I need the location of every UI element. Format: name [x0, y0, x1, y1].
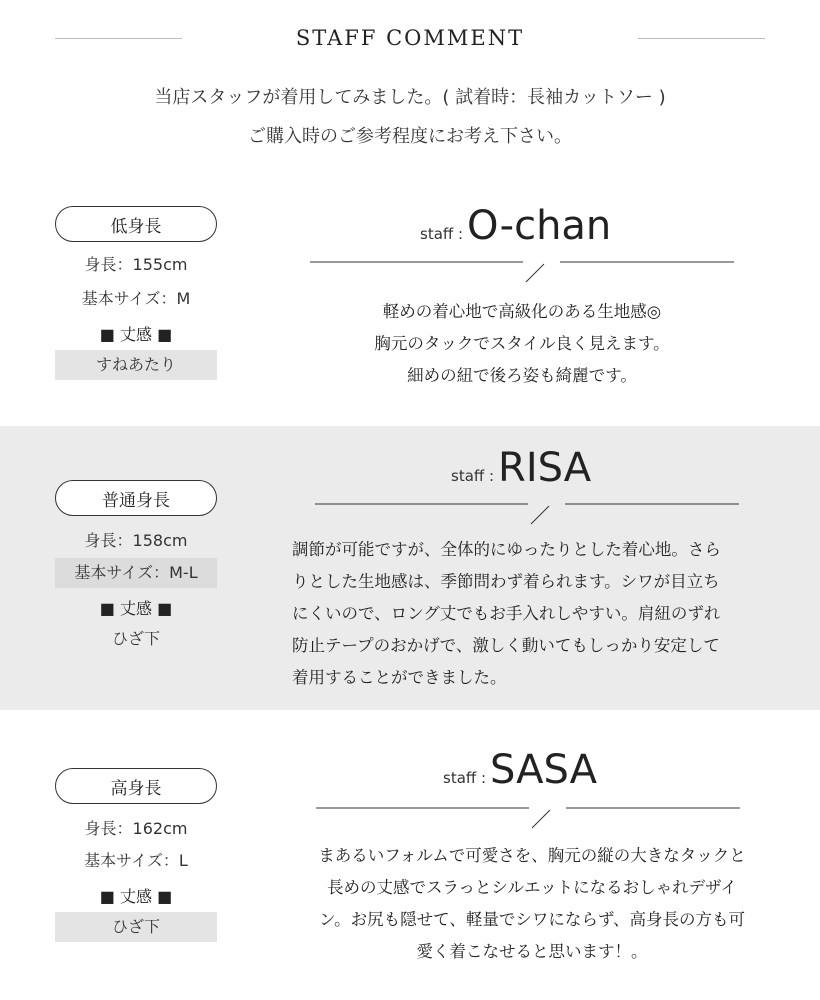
- size-value: 基本サイズ：M-L: [55, 558, 217, 588]
- staff-name-heading: [451, 445, 592, 491]
- height-category-badge: 普通身長: [55, 480, 217, 516]
- height-value: 身長：162cm: [84, 819, 188, 838]
- comment-line: 防止テープのおかげで、激しく動いてもしっかり安定して: [292, 636, 720, 655]
- intro-text-line1: 当店スタッフが着用してみました。( 試着時：長袖カットソー ): [154, 87, 666, 108]
- staff-name: SASA: [490, 747, 598, 793]
- staff-stats: [55, 206, 217, 380]
- fit-label: ■ 丈感 ■: [99, 599, 173, 618]
- staff-section-ochan: [0, 170, 820, 426]
- comment-line: 調節が可能ですが、全体的にゆったりとした着心地。さら: [292, 540, 721, 559]
- staff-prefix: staff :: [443, 769, 487, 787]
- comment-line: 細めの紐で後ろ姿も綺麗です。: [407, 366, 637, 385]
- staff-section-risa: [0, 426, 820, 710]
- comment-line: ン。お尻も隠せて、軽量でシワにならず、高身長の方も可: [318, 910, 746, 929]
- name-divider: [316, 806, 740, 830]
- intro-text-line2: ご購入時のご参考程度にお考え下さい。: [248, 126, 572, 147]
- comment-line: 軽めの着心地で高級化のある生地感◎: [382, 302, 662, 321]
- height-value: 身長：158cm: [84, 531, 188, 550]
- height-category-badge: 低身長: [55, 206, 217, 242]
- staff-section-sasa: [0, 710, 820, 1000]
- staff-stats: [55, 768, 217, 942]
- staff-name: RISA: [498, 445, 592, 491]
- page-title: STAFF COMMENT: [295, 26, 525, 50]
- comment-line: にくいので、ロング丈でもお手入れしやすい。肩紐のずれ: [292, 604, 721, 623]
- staff-comment: [292, 534, 772, 694]
- comment-line: 愛く着こなせると思います！。: [416, 942, 648, 961]
- height-category-badge: 高身長: [55, 768, 217, 804]
- comment-line: 長めの丈感でスラっとシルエットになるおしゃれデザイ: [327, 878, 737, 897]
- comment-line: 胸元のタックでスタイル良く見えます。: [374, 334, 670, 353]
- comment-line: りとした生地感は、季節問わず着られます。シワが目立ち: [292, 572, 720, 591]
- staff-name-heading: [443, 747, 598, 793]
- name-divider: [310, 260, 734, 284]
- staff-name-heading: [420, 203, 612, 249]
- staff-comment: [282, 840, 782, 968]
- comment-line: まあるいフォルムで可愛さを、胸元の縦の大きなタックと: [318, 846, 746, 865]
- staff-name: O-chan: [467, 203, 612, 249]
- fit-value: ひざ下: [55, 912, 217, 942]
- fit-label: ■ 丈感 ■: [99, 325, 173, 344]
- height-value: 身長：155cm: [84, 255, 188, 274]
- size-value: 基本サイズ：M: [81, 289, 191, 308]
- staff-comment: [300, 296, 744, 392]
- staff-prefix: staff :: [451, 467, 495, 485]
- staff-stats: [55, 480, 217, 654]
- staff-prefix: staff :: [420, 225, 464, 243]
- name-divider: [315, 502, 739, 526]
- size-value: 基本サイズ：L: [84, 851, 188, 870]
- fit-value: すねあたり: [55, 350, 217, 380]
- comment-line: 着用することができました。: [292, 668, 507, 687]
- header-divider-right: [638, 38, 765, 39]
- fit-value: ひざ下: [111, 629, 160, 648]
- fit-label: ■ 丈感 ■: [99, 887, 173, 906]
